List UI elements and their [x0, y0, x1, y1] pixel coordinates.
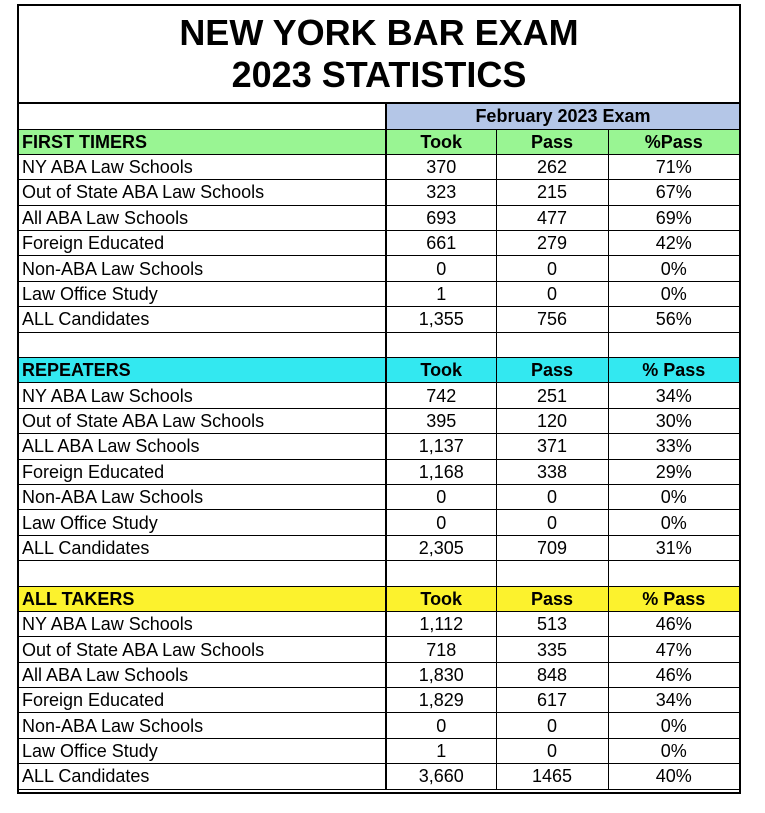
table-row — [19, 231, 739, 256]
pass-value: 513 — [496, 611, 608, 636]
spacer-cell — [496, 561, 608, 586]
pass-value: 477 — [496, 205, 608, 230]
pct-pass-value: 0% — [608, 484, 739, 509]
took-value: 693 — [386, 205, 496, 230]
exam-header-row — [19, 104, 739, 129]
pass-value: 709 — [496, 535, 608, 560]
pct-pass-value: 33% — [608, 434, 739, 459]
pct-pass-value: 34% — [608, 688, 739, 713]
pct-pass-value: 0% — [608, 738, 739, 763]
pct-pass-value: 67% — [608, 180, 739, 205]
pct-pass-value: 47% — [608, 637, 739, 662]
took-value: 1,355 — [386, 307, 496, 332]
col-header-took: Took — [386, 358, 496, 383]
row-label: Law Office Study — [19, 281, 386, 306]
table-row — [19, 764, 739, 789]
col-header-took: Took — [386, 586, 496, 611]
pct-pass-value: 31% — [608, 535, 739, 560]
section-title: REPEATERS — [19, 358, 386, 383]
pass-value: 0 — [496, 510, 608, 535]
statistics-sheet — [17, 4, 741, 794]
stats-table — [19, 104, 739, 790]
pct-pass-value: 46% — [608, 662, 739, 687]
row-label: Foreign Educated — [19, 688, 386, 713]
row-label: Law Office Study — [19, 510, 386, 535]
table-row — [19, 637, 739, 662]
pct-pass-value: 30% — [608, 408, 739, 433]
spacer-row — [19, 332, 739, 357]
table-row — [19, 484, 739, 509]
section-title: ALL TAKERS — [19, 586, 386, 611]
pass-value: 335 — [496, 637, 608, 662]
took-value: 1,168 — [386, 459, 496, 484]
pct-pass-value: 0% — [608, 281, 739, 306]
took-value: 1,137 — [386, 434, 496, 459]
took-value: 0 — [386, 484, 496, 509]
col-header-pct-pass: %Pass — [608, 129, 739, 154]
table-row — [19, 535, 739, 560]
table-row — [19, 307, 739, 332]
blank-cell — [19, 104, 386, 129]
pass-value: 371 — [496, 434, 608, 459]
all-takers-header-row — [19, 586, 739, 611]
pass-value: 0 — [496, 713, 608, 738]
table-row — [19, 154, 739, 179]
first-timers-header-row — [19, 129, 739, 154]
pass-value: 0 — [496, 738, 608, 763]
row-label: ALL Candidates — [19, 307, 386, 332]
table-row — [19, 713, 739, 738]
table-row — [19, 459, 739, 484]
row-label: Out of State ABA Law Schools — [19, 180, 386, 205]
row-label: ALL ABA Law Schools — [19, 434, 386, 459]
spacer-cell — [19, 332, 386, 357]
took-value: 0 — [386, 510, 496, 535]
table-row — [19, 256, 739, 281]
col-header-pct-pass: % Pass — [608, 586, 739, 611]
spacer-cell — [386, 332, 496, 357]
col-header-pass: Pass — [496, 586, 608, 611]
table-row — [19, 180, 739, 205]
table-row — [19, 383, 739, 408]
section-title: FIRST TIMERS — [19, 129, 386, 154]
pct-pass-value: 56% — [608, 307, 739, 332]
took-value: 2,305 — [386, 535, 496, 560]
pass-value: 262 — [496, 154, 608, 179]
table-row — [19, 611, 739, 636]
took-value: 1,829 — [386, 688, 496, 713]
took-value: 3,660 — [386, 764, 496, 789]
pct-pass-value: 46% — [608, 611, 739, 636]
row-label: All ABA Law Schools — [19, 205, 386, 230]
pct-pass-value: 0% — [608, 713, 739, 738]
page-title — [19, 6, 739, 104]
row-label: NY ABA Law Schools — [19, 154, 386, 179]
pct-pass-value: 34% — [608, 383, 739, 408]
row-label: ALL Candidates — [19, 764, 386, 789]
row-label: Non-ABA Law Schools — [19, 484, 386, 509]
spacer-cell — [608, 561, 739, 586]
table-row — [19, 281, 739, 306]
row-label: Out of State ABA Law Schools — [19, 637, 386, 662]
took-value: 1 — [386, 281, 496, 306]
row-label: NY ABA Law Schools — [19, 383, 386, 408]
pass-value: 0 — [496, 281, 608, 306]
pass-value: 617 — [496, 688, 608, 713]
col-header-pass: Pass — [496, 129, 608, 154]
table-row — [19, 205, 739, 230]
row-label: Non-ABA Law Schools — [19, 256, 386, 281]
row-label: All ABA Law Schools — [19, 662, 386, 687]
row-label: Out of State ABA Law Schools — [19, 408, 386, 433]
took-value: 742 — [386, 383, 496, 408]
title-line-1: NEW YORK BAR EXAM — [179, 12, 579, 53]
pct-pass-value: 69% — [608, 205, 739, 230]
row-label: NY ABA Law Schools — [19, 611, 386, 636]
pass-value: 756 — [496, 307, 608, 332]
pct-pass-value: 0% — [608, 256, 739, 281]
row-label: Non-ABA Law Schools — [19, 713, 386, 738]
table-row — [19, 688, 739, 713]
pct-pass-value: 42% — [608, 231, 739, 256]
pct-pass-value: 0% — [608, 510, 739, 535]
repeaters-header-row — [19, 358, 739, 383]
took-value: 0 — [386, 256, 496, 281]
pct-pass-value: 29% — [608, 459, 739, 484]
took-value: 323 — [386, 180, 496, 205]
took-value: 370 — [386, 154, 496, 179]
title-line-2: 2023 STATISTICS — [231, 54, 527, 95]
pass-value: 251 — [496, 383, 608, 408]
spacer-cell — [386, 561, 496, 586]
pass-value: 0 — [496, 256, 608, 281]
row-label: ALL Candidates — [19, 535, 386, 560]
took-value: 718 — [386, 637, 496, 662]
pass-value: 0 — [496, 484, 608, 509]
col-header-pct-pass: % Pass — [608, 358, 739, 383]
table-row — [19, 738, 739, 763]
col-header-pass: Pass — [496, 358, 608, 383]
col-header-took: Took — [386, 129, 496, 154]
pass-value: 1465 — [496, 764, 608, 789]
row-label: Law Office Study — [19, 738, 386, 763]
took-value: 1 — [386, 738, 496, 763]
table-row — [19, 662, 739, 687]
took-value: 395 — [386, 408, 496, 433]
pass-value: 279 — [496, 231, 608, 256]
pass-value: 338 — [496, 459, 608, 484]
took-value: 1,112 — [386, 611, 496, 636]
pct-pass-value: 40% — [608, 764, 739, 789]
exam-label: February 2023 Exam — [386, 104, 739, 129]
took-value: 661 — [386, 231, 496, 256]
pct-pass-value: 71% — [608, 154, 739, 179]
took-value: 1,830 — [386, 662, 496, 687]
took-value: 0 — [386, 713, 496, 738]
row-label: Foreign Educated — [19, 231, 386, 256]
table-row — [19, 434, 739, 459]
row-label: Foreign Educated — [19, 459, 386, 484]
pass-value: 120 — [496, 408, 608, 433]
spacer-cell — [496, 332, 608, 357]
spacer-cell — [19, 561, 386, 586]
spacer-cell — [608, 332, 739, 357]
pass-value: 848 — [496, 662, 608, 687]
table-row — [19, 408, 739, 433]
pass-value: 215 — [496, 180, 608, 205]
table-row — [19, 510, 739, 535]
spacer-row — [19, 561, 739, 586]
